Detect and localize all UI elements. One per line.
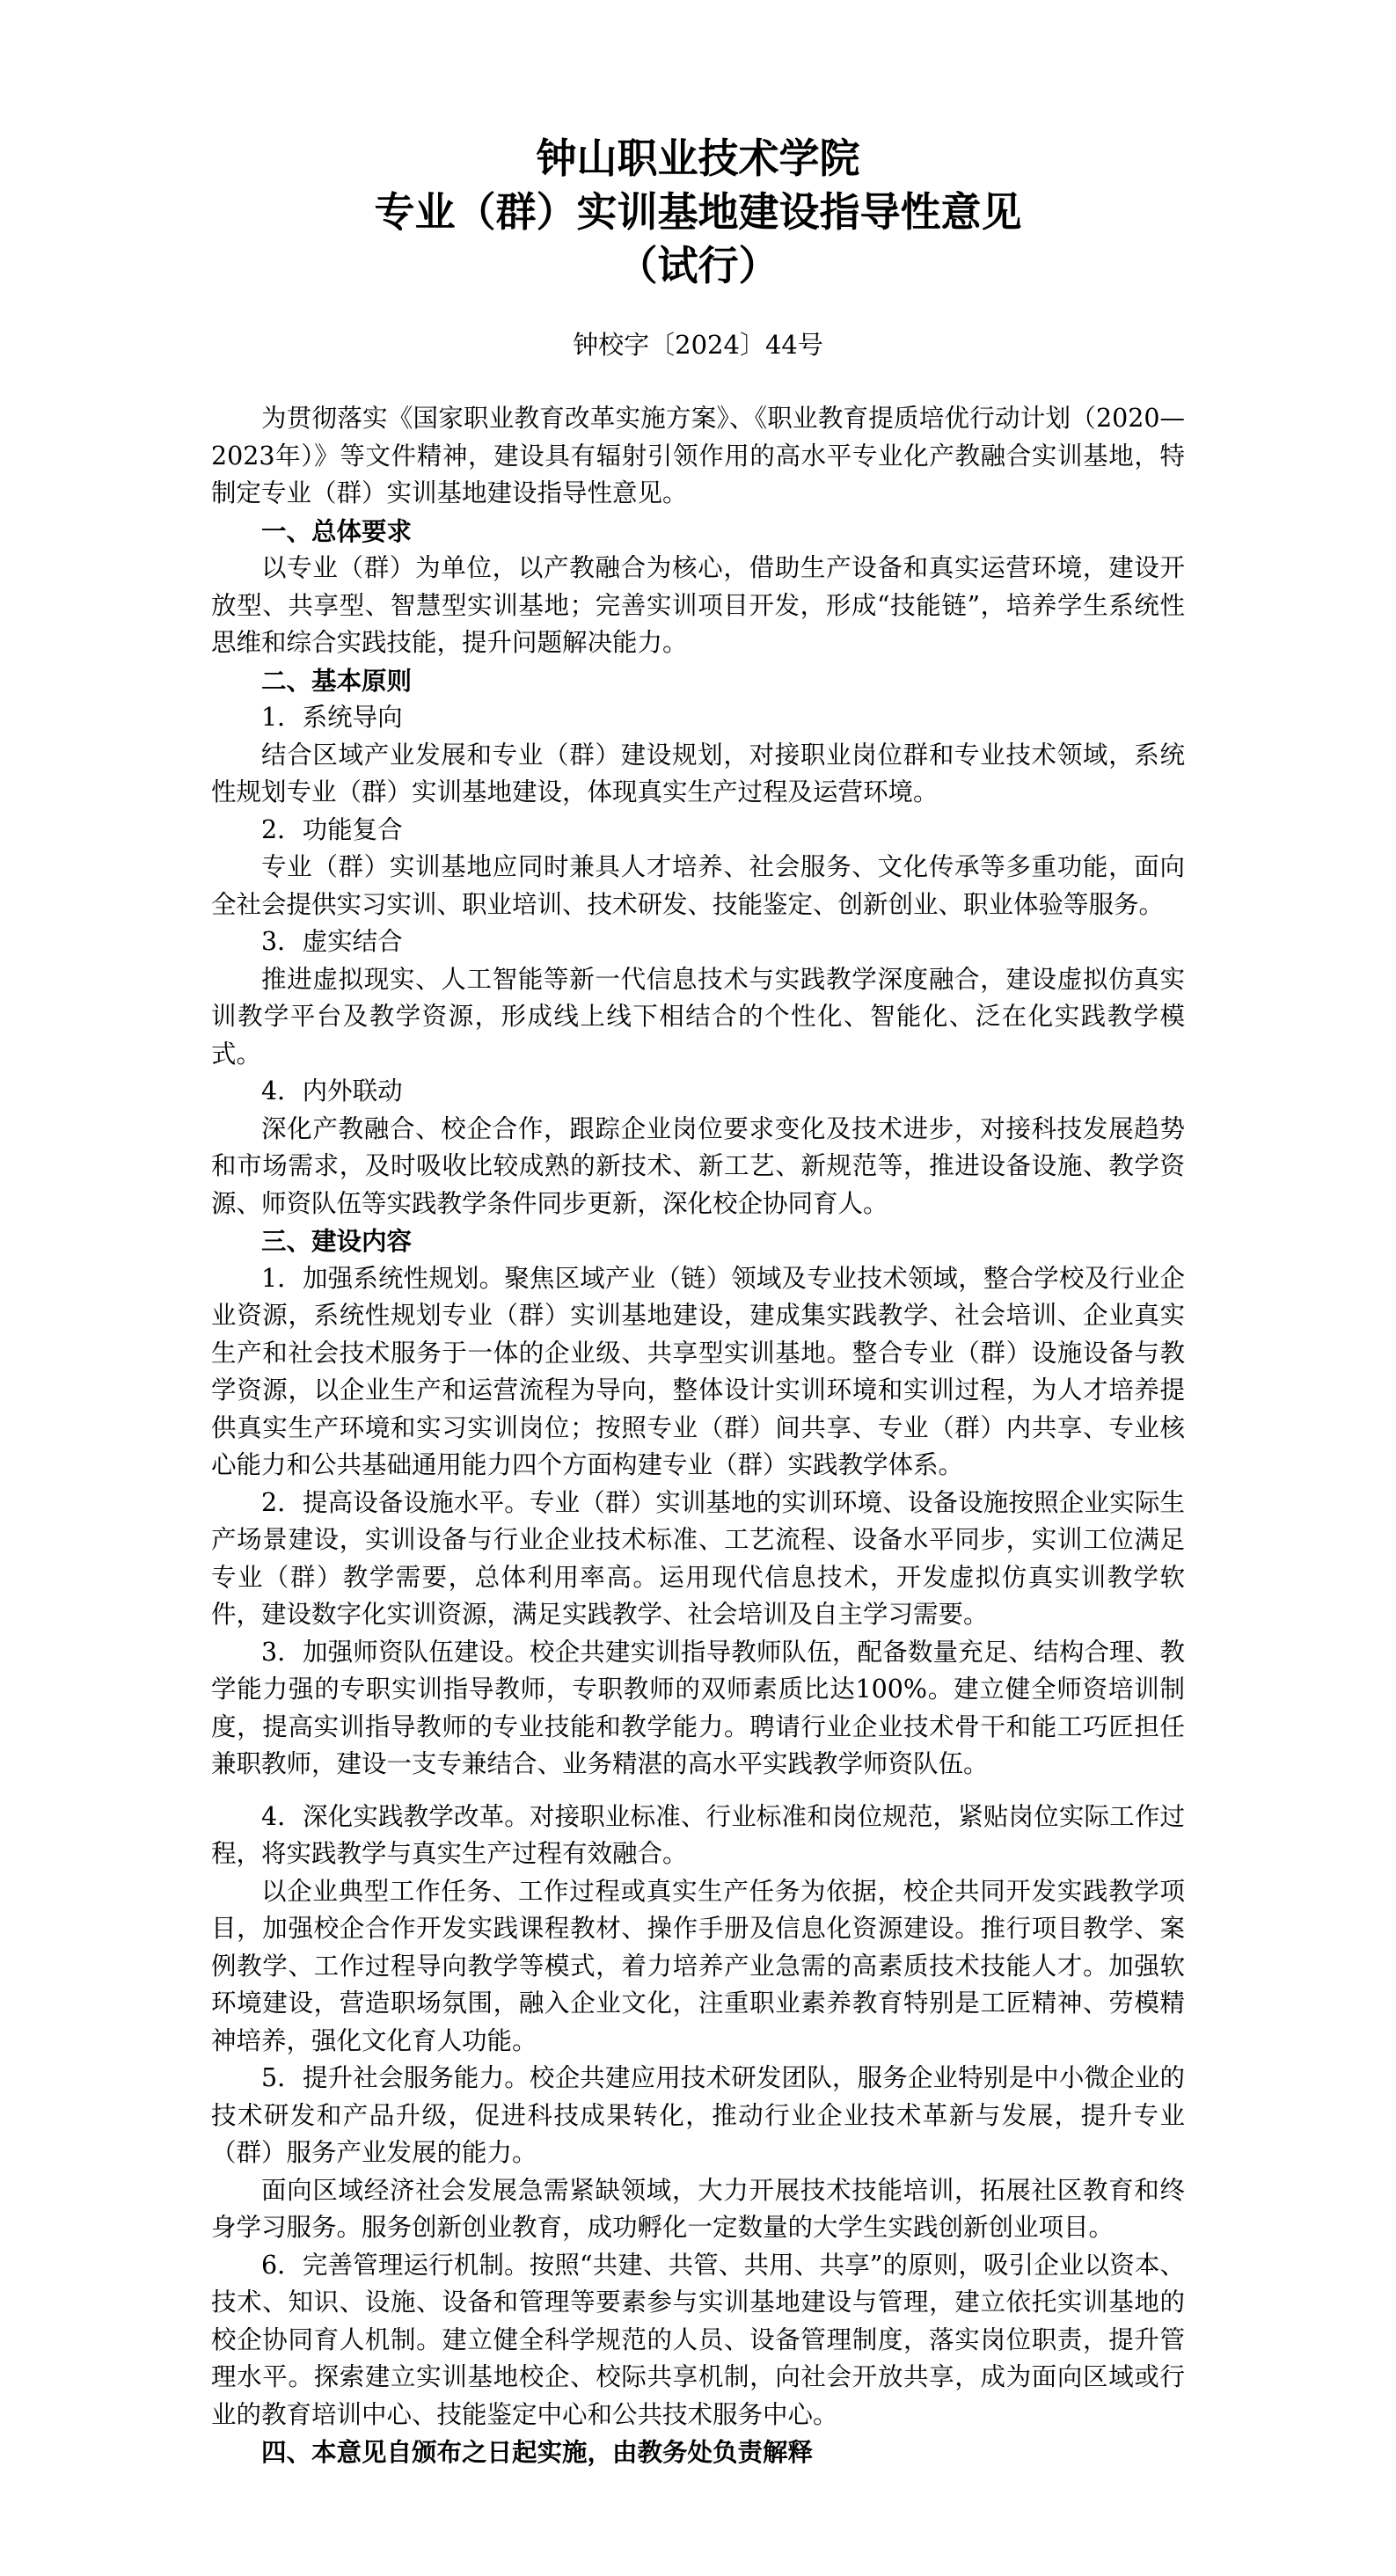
document-title bbox=[211, 0, 1185, 293]
section-heading-2: 二、基本原则 bbox=[261, 665, 413, 696]
principle-3-paragraph: 推进虚拟现实、人工智能等新一代信息技术与实践教学深度融合，建设虚拟仿真实训教学平台及教学资源，形成线上线下相结合的个性化、智能化、泛在化实践教学模式。 bbox=[211, 964, 1185, 1069]
principle-4-paragraph: 深化产教融合、校企合作，跟踪企业岗位要求变化及技术进步，对接科技发展趋势和市场需求，及时吸收比较成熟的新技术、新工艺、新规范等，推进设备设施、教学资源、师资队伍等实践教学条件同步更新，深化校企协同育人。 bbox=[211, 1113, 1185, 1218]
content-item-5-paragraph-2: 面向区域经济社会发展急需紧缺领域，大力开展技术技能培训，拓展社区教育和终身学习服务。服务创新创业教育，成功孵化一定数量的大学生实践创新创业项目。 bbox=[211, 2175, 1185, 2242]
section-heading-3: 三、建设内容 bbox=[261, 1226, 413, 1256]
principle-1-title: 1．系统导向 bbox=[261, 703, 403, 732]
document-title-line-1: 钟山职业技术学院 bbox=[536, 135, 860, 182]
content-item-3-paragraph: 3．加强师资队伍建设。校企共建实训指导教师队伍，配备数量充足、结构合理、教学能力强的专职实训指导教师，专职教师的双师素质比达100%。建立健全师资培训制度，提高实训指导教师的专业技能和教学能力。聘请行业企业技术骨干和能工巧匠担任兼职教师，建设一支专兼结合、业务精湛的高水平实践教学师资队伍。 bbox=[211, 1637, 1185, 1778]
section-1-paragraph: 以专业（群）为单位，以产教融合为核心，借助生产设备和真实运营环境，建设开放型、共享型、智慧型实训基地；完善实训项目开发，形成“技能链”，培养学生系统性思维和综合实践技能，提升问题解决能力。 bbox=[211, 553, 1185, 657]
content-item-2-paragraph: 2．提高设备设施水平。专业（群）实训基地的实训环境、设备设施按照企业实际生产场景建设，实训设备与行业企业技术标准、工艺流程、设备水平同步，实训工位满足专业（群）教学需要，总体利用率高。运用现代信息技术，开发虚拟仿真实训教学软件，建设数字化实训资源，满足实践教学、社会培训及自主学习需要。 bbox=[211, 1487, 1185, 1629]
content-item-6-paragraph: 6．完善管理运行机制。按照“共建、共管、共用、共享”的原则，吸引企业以资本、技术、知识、设施、设备和管理等要素参与实训基地建设与管理，建立依托实训基地的校企协同育人机制。建立健全科学规范的人员、设备管理制度，落实岗位职责，提升管理水平。探索建立实训基地校企、校际共享机制，向社会开放共享，成为面向区域或行业的教育培训中心、技能鉴定中心和公共技术服务中心。 bbox=[211, 2250, 1185, 2429]
document-body bbox=[211, 400, 1185, 2471]
section-heading-1: 一、总体要求 bbox=[261, 515, 413, 546]
principle-1-paragraph: 结合区域产业发展和专业（群）建设规划，对接职业岗位群和专业技术领域，系统性规划专业（群）实训基地建设，体现真实生产过程及运营环境。 bbox=[211, 740, 1185, 806]
content-item-5-paragraph: 5．提升社会服务能力。校企共建应用技术研发团队，服务企业特别是中小微企业的技术研发和产品升级，促进科技成果转化，推动行业企业技术革新与发展，提升专业（群）服务产业发展的能力。 bbox=[211, 2063, 1185, 2167]
content-item-4-paragraph-2: 以企业典型工作任务、工作过程或真实生产任务为依据，校企共同开发实践教学项目，加强校企合作开发实践课程教材、操作手册及信息化资源建设。推行项目教学、案例教学、工作过程导向教学等模式，着力培养产业急需的高素质技术技能人才。加强软环境建设，营造职场氛围，融入企业文化，注重职业素养教育特别是工匠精神、劳模精神培养，强化文化育人功能。 bbox=[211, 1876, 1185, 2055]
document-title-line-2: 专业（群）实训基地建设指导性意见 bbox=[374, 188, 1022, 236]
content-item-4-paragraph: 4．深化实践教学改革。对接职业标准、行业标准和岗位规范，紧贴岗位实际工作过程，将实践教学与真实生产过程有效融合。 bbox=[211, 1801, 1185, 1868]
intro-paragraph: 为贯彻落实《国家职业教育改革实施方案》、《职业教育提质培优行动计划（2020—2023年）》等文件精神，建设具有辐射引领作用的高水平专业化产教融合实训基地，特制定专业（群）实训基地建设指导性意见。 bbox=[211, 404, 1185, 507]
document-title-line-3: （试行） bbox=[617, 242, 779, 289]
section-heading-4: 四、本意见自颁布之日起实施，由教务处负责解释 bbox=[261, 2437, 814, 2467]
principle-2-paragraph: 专业（群）实训基地应同时兼具人才培养、社会服务、文化传承等多重功能，面向全社会提供实习实训、职业培训、技术研发、技能鉴定、创新创业、职业体验等服务。 bbox=[211, 852, 1185, 919]
principle-3-title: 3．虚实结合 bbox=[261, 927, 403, 956]
content-item-1-paragraph: 1．加强系统性规划。聚焦区域产业（链）领域及专业技术领域，整合学校及行业企业资源，系统性规划专业（群）实训基地建设，建成集实践教学、社会培训、企业真实生产和社会技术服务于一体的企业级、共享型实训基地。整合专业（群）设施设备与教学资源，以企业生产和运营流程为导向，整体设计实训环境和实训过程，为人才培养提供真实生产环境和实习实训岗位；按照专业（群）间共享、专业（群）内共享、专业核心能力和公共基础通用能力四个方面构建专业（群）实践教学体系。 bbox=[211, 1263, 1185, 1479]
principle-4-title: 4．内外联动 bbox=[261, 1076, 403, 1106]
principle-2-title: 2．功能复合 bbox=[261, 814, 403, 844]
document-number: 钟校字〔2024〕44号 bbox=[573, 330, 823, 360]
